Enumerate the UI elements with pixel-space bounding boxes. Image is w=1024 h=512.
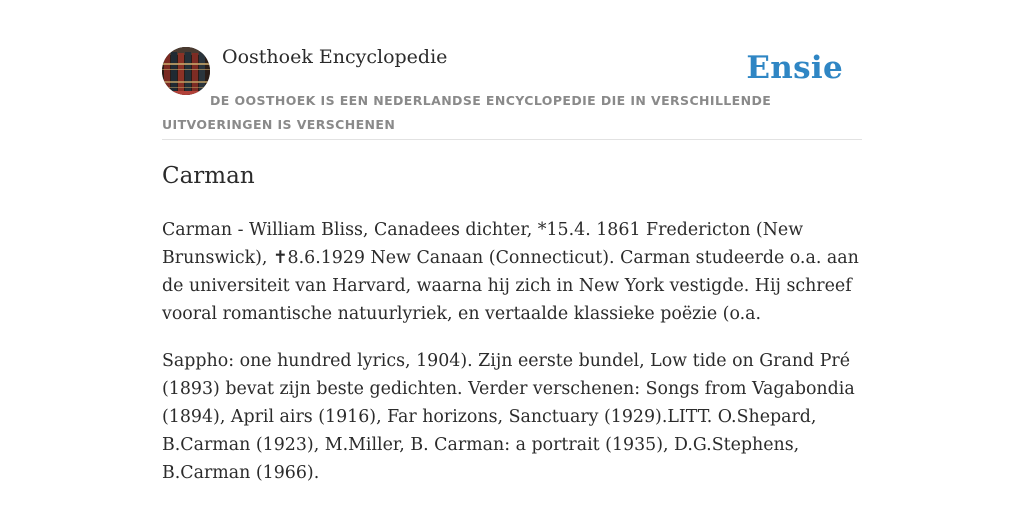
page [162, 0, 862, 483]
article-paragraph: Sappho: one hundred lyrics, 1904). Zijn eerste bundel, Low tide on Grand Pré (1893) bevat zijn beste gedichten. Verder verschenen: Songs from Vagabondia (1894), April airs (1916), Far horizons, Sanctuary (1929).LITT. O.Shepard, B.Carman (1923), M.Miller, B. Carman: a portrait (1935), D.G.Stephens, B.Carman (1966). [162, 351, 855, 483]
site-tagline: DE OOSTHOEK IS EEN NEDERLANDSE ENCYCLOPEDIE DIE IN VERSCHILLENDE UITVOERINGEN IS VERSCHENEN [162, 93, 772, 132]
article-paragraph: Carman - William Bliss, Canadees dichter, *15.4. 1861 Fredericton (New Brunswick), ✝8.6.1929 New Canaan (Connecticut). Carman studeerde o.a. aan de universiteit van Harvard, waarna hij zich in New York vestigde. Hij schreef vooral romantische natuurlyriek, en vertaalde klassieke poëzie (o.a. [162, 220, 859, 324]
brand-logo[interactable]: Ensie [746, 50, 843, 86]
site-header [162, 0, 862, 140]
site-title[interactable]: Oosthoek Encyclopedie [222, 46, 448, 68]
encyclopedia-books-icon[interactable] [162, 47, 210, 95]
article-title: Carman [162, 163, 255, 189]
